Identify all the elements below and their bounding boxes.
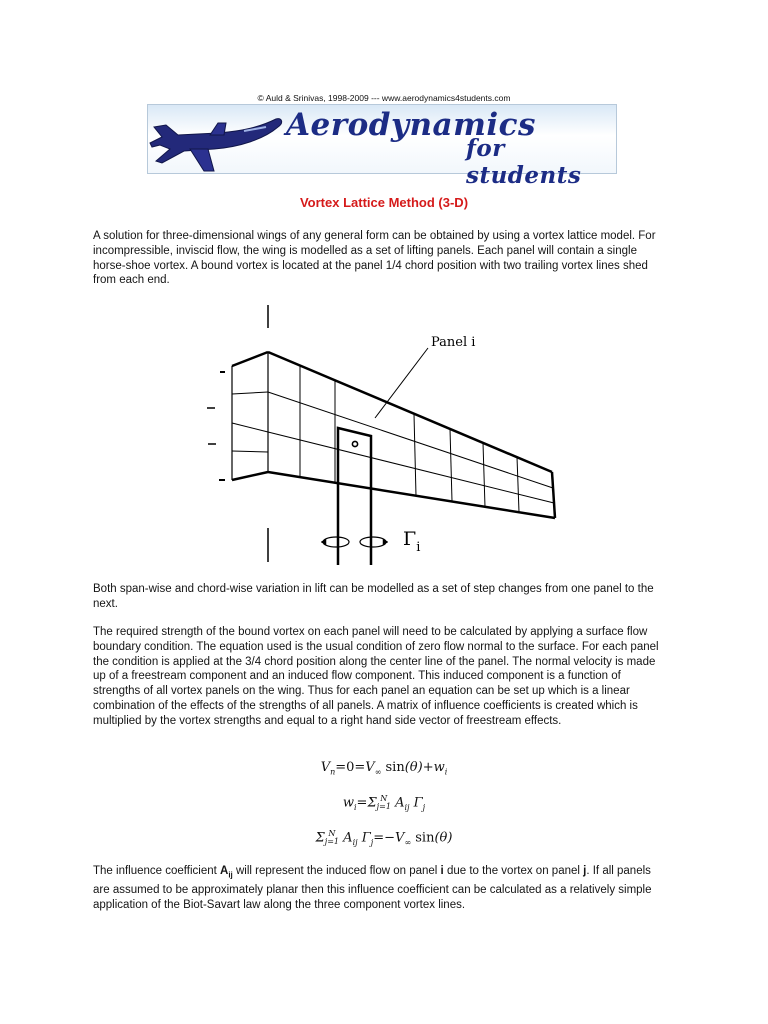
variation-paragraph: Both span-wise and chord-wise variation in lift can be modelled as a set of step changes from one panel to the next.: [93, 583, 654, 610]
equation-induced-velocity: $w_i=\Sigma$ N j=1 $A_{ij}$ $\Gamma_j$: [342, 794, 426, 813]
page-title: Vortex Lattice Method (3-D): [299, 195, 469, 210]
airplane-logo: [148, 105, 288, 175]
panel-label: Panel i: [431, 335, 476, 350]
banner-subtitle: for students: [466, 135, 582, 189]
equation-normal-velocity: $V_n=0=V_\infty$ $\sin(\theta)+w_i$: [320, 760, 448, 777]
equation-system: Σ N j=1 $A_{ij}$ $\Gamma_j=-V_\infty$ sin(θ): [315, 829, 453, 848]
copyright-line: © Auld & Srinivas, 1998-2009 --- www.aerodynamics4students.com: [257, 93, 511, 103]
strength-paragraph: The required strength of the bound vortex on each panel will need to be calculated by applying a surface flow boundary condition. The equation used is the usual condition of zero flow normal to the surface. For each panel the condition is applied at the 3/4 chord position along the center line of the panel. The normal velocity is made up of a freestream component and an induced flow component. This induced component is a function of strengths of all vortex panels on the wing. Thus for each panel an equation can be set up which is a linear combination of the effects of the strengths of all panels. A matrix of influence coefficients is created which is multiplied by the vortex strengths and equal to a right hand side vector of freestream effects.: [93, 626, 659, 727]
gamma-label: $\Gamma_i$: [403, 528, 421, 555]
site-banner[interactable]: [147, 104, 617, 189]
intro-paragraph: A solution for three-dimensional wings of any general form can be obtained by using a vortex lattice model. For incompressible, inviscid flow, the wing is modelled as a set of lifting panels. Each panel will contain a single horse-shoe vortex. A bound vortex is located at the panel 1/4 chord position with two trailing vortex lines shed from each end.: [93, 230, 656, 287]
wing-panel-diagram: [195, 300, 565, 570]
influence-paragraph: The influence coefficient $A_{ij}$ will represent the induced flow on panel i due to the vortex on panel j. If all panels are assumed to be approximately planar then this influence coefficient can be calculated as a relatively simple application of the Biot-Savart law along the three component vortex lines.: [93, 865, 652, 911]
banner-title: Aerodynamics: [286, 107, 537, 143]
